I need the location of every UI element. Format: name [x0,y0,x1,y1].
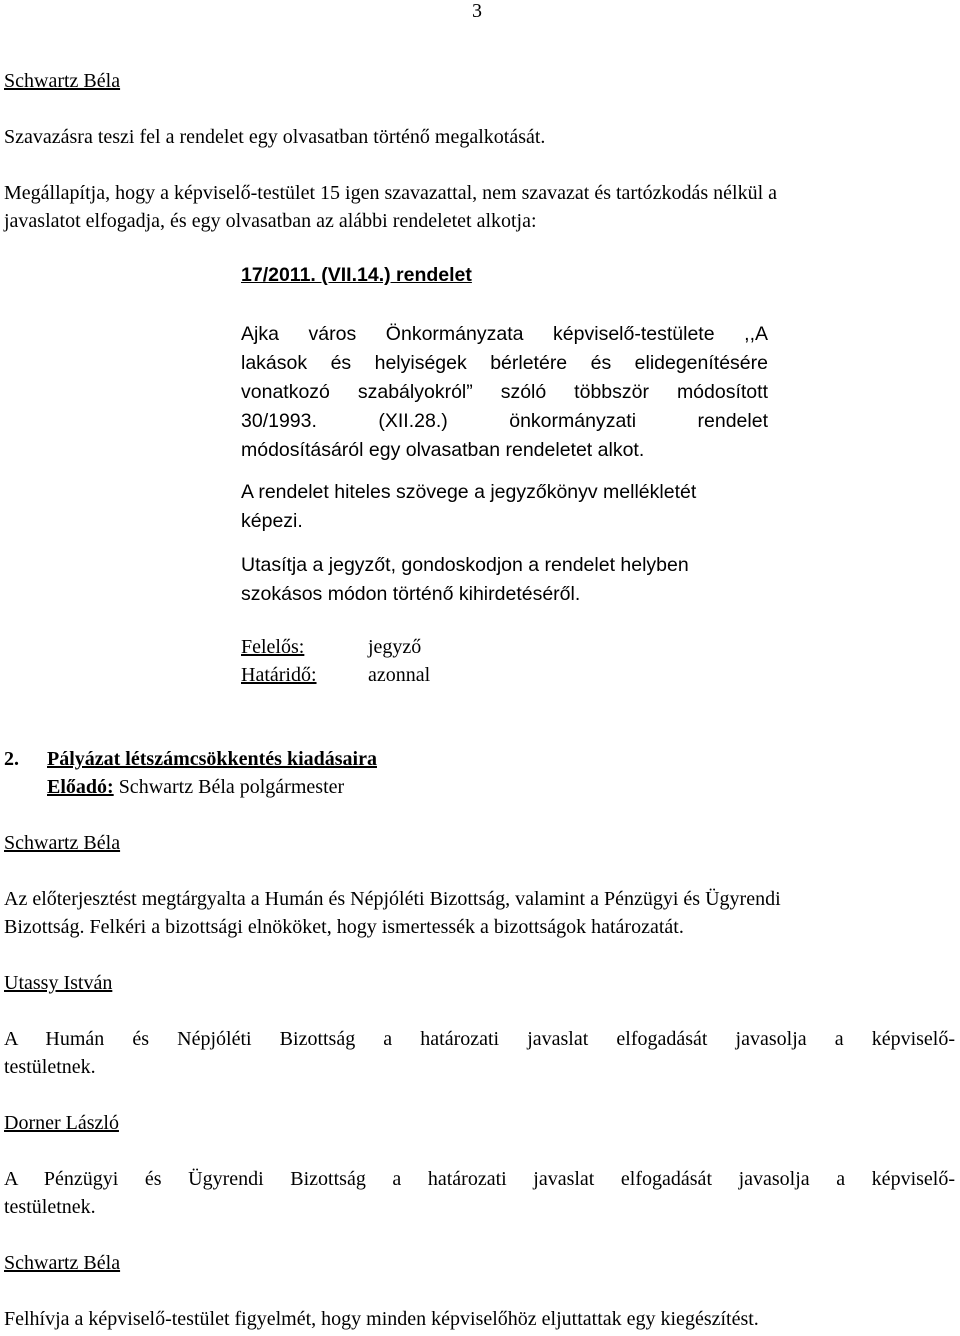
decree-instruction [241,551,689,609]
responsible-value: jegyző [368,636,422,658]
presenter-value: Schwartz Béla polgármester [113,776,345,798]
paragraph-line: Az előterjesztést megtárgyalta a Humán és Népjóléti Bizottság, valamint a Pénzügyi és Ügyrendi [4,888,781,910]
speaker-name: Schwartz Béla [4,70,121,92]
paragraph-line: testületnek. [4,1056,96,1078]
decree-instruction-line: szokásos módon történő kihirdetéséről. [241,583,581,605]
paragraph: Szavazásra teszi fel a rendelet egy olvasatban történő megalkotását. [4,126,546,148]
item-number: 2. [4,748,19,770]
decree-body-line: 30/1993. (XII.28.) önkormányzati rendelet [241,410,768,432]
speaker-name: Schwartz Béla [4,832,121,854]
presenter-line [47,776,344,799]
page-number: 3 [472,0,482,22]
paragraph-line: Felhívja a képviselő-testület figyelmét, hogy minden képviselőhöz eljuttattak egy kiegészítést. [4,1308,759,1330]
decree-body-line: lakások és helyiségek bérletére és elidegenítésére [241,352,768,374]
decree-title: 17/2011. (VII.14.) rendelet [241,264,472,286]
decree-body [241,320,768,465]
paragraph-line: A Pénzügyi és Ügyrendi Bizottság a határozati javaslat elfogadását javasolja a képviselő- [4,1168,955,1190]
paragraph-line: Megállapítja, hogy a képviselő-testület 15 igen szavazattal, nem szavazat és tartózkodás nélkül a [4,182,778,204]
decree-annex-line: képezi. [241,510,303,532]
deadline-value: azonnal [368,664,431,686]
presenter-label: Előadó: [47,776,114,798]
paragraph-line: javaslatot elfogadja, és egy olvasatban az alábbi rendeletet alkotja: [4,210,537,232]
paragraph-line: testületnek. [4,1196,96,1218]
speaker-name: Schwartz Béla [4,1252,121,1274]
decree-body-line: vonatkozó szabályokról” szóló többször módosított [241,381,768,403]
speaker-name: Utassy István [4,972,113,994]
speaker-name: Dorner László [4,1112,119,1134]
decree-annex-line: A rendelet hiteles szövege a jegyzőkönyv mellékletét [241,481,697,503]
paragraph-line: A Humán és Népjóléti Bizottság a határozati javaslat elfogadását javasolja a képviselő- [4,1028,955,1050]
decree-annex [241,478,696,536]
responsible-label: Felelős: [241,636,305,658]
deadline-label: Határidő: [241,664,317,686]
item-title: Pályázat létszámcsökkentés kiadásaira [47,748,377,770]
decree-body-line: módosításáról egy olvasatban rendeletet alkot. [241,439,645,461]
decree-body-line: Ajka város Önkormányzata képviselő-testülete ,,A [241,323,768,345]
paragraph-line: Bizottság. Felkéri a bizottsági elnököket, hogy ismertessék a bizottságok határozatát. [4,916,684,938]
decree-instruction-line: Utasítja a jegyzőt, gondoskodjon a rendelet helyben [241,554,689,576]
